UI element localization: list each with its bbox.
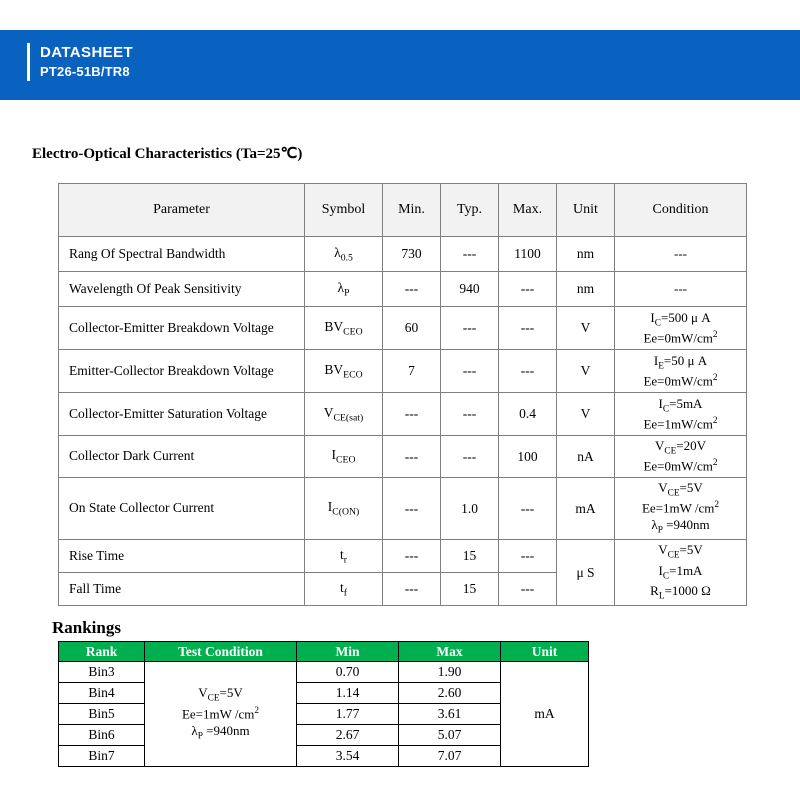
cell-condition: $I_E=50$ μ A $Ee=0mW/cm^2$	[615, 350, 747, 393]
rankings-section-title: Rankings	[52, 618, 121, 637]
cell-min: 7	[383, 350, 441, 393]
col-header-min: Min.	[383, 184, 441, 237]
cell-symbol	[305, 436, 383, 478]
cell-symbol	[305, 393, 383, 436]
cell-symbol	[305, 573, 383, 606]
cell-typ: 1.0	[441, 478, 499, 540]
cell-typ: ---	[441, 350, 499, 393]
banner-part-number: PT26-51B/TR8	[40, 64, 130, 80]
cell-condition: $I_C=500$ μ A $Ee=0mW/cm^2$	[615, 307, 747, 350]
col-header-typ: Typ.	[441, 184, 499, 237]
cell-rank: Bin4	[59, 683, 145, 704]
symbol-main: λ	[334, 244, 341, 260]
electro-optical-section-title: Electro-Optical Characteristics (Ta=25℃)	[32, 146, 303, 162]
table-row	[59, 350, 747, 393]
symbol-subscript: CEO	[343, 326, 363, 338]
cell-unit: nm	[557, 237, 615, 272]
symbol-main: I	[331, 447, 337, 463]
col-header-parameter: Parameter	[59, 184, 305, 237]
cell-symbol	[305, 307, 383, 350]
cell-symbol	[305, 237, 383, 272]
symbol-main: t	[339, 546, 344, 562]
cell-condition: ---	[615, 237, 747, 272]
cell-max: ---	[499, 272, 557, 307]
cell-min: 3.54	[297, 746, 399, 767]
col-header-unit: Unit	[501, 642, 589, 662]
cell-unit: μ S	[557, 540, 615, 606]
cell-min: ---	[383, 478, 441, 540]
col-header-rank: Rank	[59, 642, 145, 662]
cell-max: 100	[499, 436, 557, 478]
symbol-main: t	[339, 579, 344, 595]
symbol-subscript: 0.5	[340, 252, 353, 264]
cell-unit: V	[557, 350, 615, 393]
cell-max: ---	[499, 540, 557, 573]
symbol-subscript: CEO	[336, 454, 356, 466]
symbol-main: I	[327, 499, 333, 515]
cell-symbol	[305, 540, 383, 573]
cell-typ: 15	[441, 540, 499, 573]
rankings-table	[58, 641, 589, 767]
cell-typ: 15	[441, 573, 499, 606]
symbol-subscript: CE(sat)	[333, 412, 364, 424]
symbol-main: V	[323, 404, 334, 420]
cell-condition: $V_{CE}=20V$ $Ee=0mW/cm^2$	[615, 436, 747, 478]
cell-typ: ---	[441, 393, 499, 436]
cell-min: ---	[383, 393, 441, 436]
col-header-symbol: Symbol	[305, 184, 383, 237]
cell-max: 1100	[499, 237, 557, 272]
cell-symbol	[305, 478, 383, 540]
col-header-condition: Condition	[615, 184, 747, 237]
cell-max: 7.07	[399, 746, 501, 767]
cell-min: 730	[383, 237, 441, 272]
col-header-max: Max	[399, 642, 501, 662]
electro-optical-characteristics-table	[58, 183, 747, 606]
col-header-test-condition: Test Condition	[145, 642, 297, 662]
datasheet-header-banner	[0, 30, 800, 100]
cell-unit: nA	[557, 436, 615, 478]
table-row	[59, 436, 747, 478]
cell-condition: $V_{CE}=5V$ $I_C=1mA$ $R_L=1000$ Ω	[615, 540, 747, 606]
table-header-row	[59, 184, 747, 237]
cell-unit: mA	[557, 478, 615, 540]
table-row	[59, 540, 747, 573]
cell-min: 1.14	[297, 683, 399, 704]
table-row	[59, 393, 747, 436]
cell-condition: $I_C=5mA$ $Ee=1mW/cm^2$	[615, 393, 747, 436]
banner-title: DATASHEET	[40, 44, 134, 61]
cell-min: 0.70	[297, 662, 399, 683]
table-row	[59, 237, 747, 272]
cell-max: ---	[499, 307, 557, 350]
cell-min: 2.67	[297, 725, 399, 746]
cell-typ: ---	[441, 307, 499, 350]
table-row	[59, 272, 747, 307]
cell-symbol	[305, 350, 383, 393]
cell-parameter: Wavelength Of Peak Sensitivity	[59, 272, 305, 307]
table-row	[59, 478, 747, 540]
symbol-main: λ	[337, 279, 345, 295]
cell-condition: $V_{CE}=5V$ Ee=1mW $/cm^2$ $\lambda_P =940nm$	[615, 478, 747, 540]
symbol-subscript: P	[344, 287, 350, 299]
rankings-header-row	[59, 642, 589, 662]
symbol-main: BV	[324, 318, 344, 334]
cell-max: ---	[499, 350, 557, 393]
cell-unit: nm	[557, 272, 615, 307]
cell-max: 2.60	[399, 683, 501, 704]
cell-min: ---	[383, 272, 441, 307]
cell-typ: ---	[441, 237, 499, 272]
cell-parameter: Rise Time	[59, 540, 305, 573]
cell-parameter: Emitter-Collector Breakdown Voltage	[59, 350, 305, 393]
cell-parameter: Rang Of Spectral Bandwidth	[59, 237, 305, 272]
symbol-subscript: f	[343, 587, 347, 599]
cell-min: ---	[383, 573, 441, 606]
cell-parameter: Collector-Emitter Breakdown Voltage	[59, 307, 305, 350]
cell-typ: ---	[441, 436, 499, 478]
cell-rank: Bin7	[59, 746, 145, 767]
cell-parameter: Collector-Emitter Saturation Voltage	[59, 393, 305, 436]
cell-min: 1.77	[297, 704, 399, 725]
cell-rank: Bin6	[59, 725, 145, 746]
cell-max: ---	[499, 573, 557, 606]
cell-parameter: Fall Time	[59, 573, 305, 606]
symbol-subscript: r	[343, 554, 347, 566]
symbol-subscript: ECO	[343, 369, 363, 381]
cell-min: ---	[383, 540, 441, 573]
cell-rank: Bin3	[59, 662, 145, 683]
cell-max: 1.90	[399, 662, 501, 683]
cell-parameter: Collector Dark Current	[59, 436, 305, 478]
banner-text-block	[27, 43, 133, 81]
col-header-unit: Unit	[557, 184, 615, 237]
cell-rank: Bin5	[59, 704, 145, 725]
cell-max: 5.07	[399, 725, 501, 746]
cell-max: ---	[499, 478, 557, 540]
cell-max: 3.61	[399, 704, 501, 725]
symbol-subscript: C(ON)	[332, 506, 360, 518]
symbol-main: BV	[324, 361, 344, 377]
table-row	[59, 307, 747, 350]
cell-test-condition: $V_{CE}=5V$ Ee=1mW $/cm^2$ $\lambda_P =940nm$	[145, 662, 297, 767]
cell-condition: ---	[615, 272, 747, 307]
cell-max: 0.4	[499, 393, 557, 436]
cell-unit: mA	[501, 662, 589, 767]
cell-parameter: On State Collector Current	[59, 478, 305, 540]
table-row	[59, 662, 589, 683]
cell-typ: 940	[441, 272, 499, 307]
cell-unit: V	[557, 307, 615, 350]
cell-min: ---	[383, 436, 441, 478]
cell-unit: V	[557, 393, 615, 436]
col-header-min: Min	[297, 642, 399, 662]
col-header-max: Max.	[499, 184, 557, 237]
cell-symbol	[305, 272, 383, 307]
cell-min: 60	[383, 307, 441, 350]
